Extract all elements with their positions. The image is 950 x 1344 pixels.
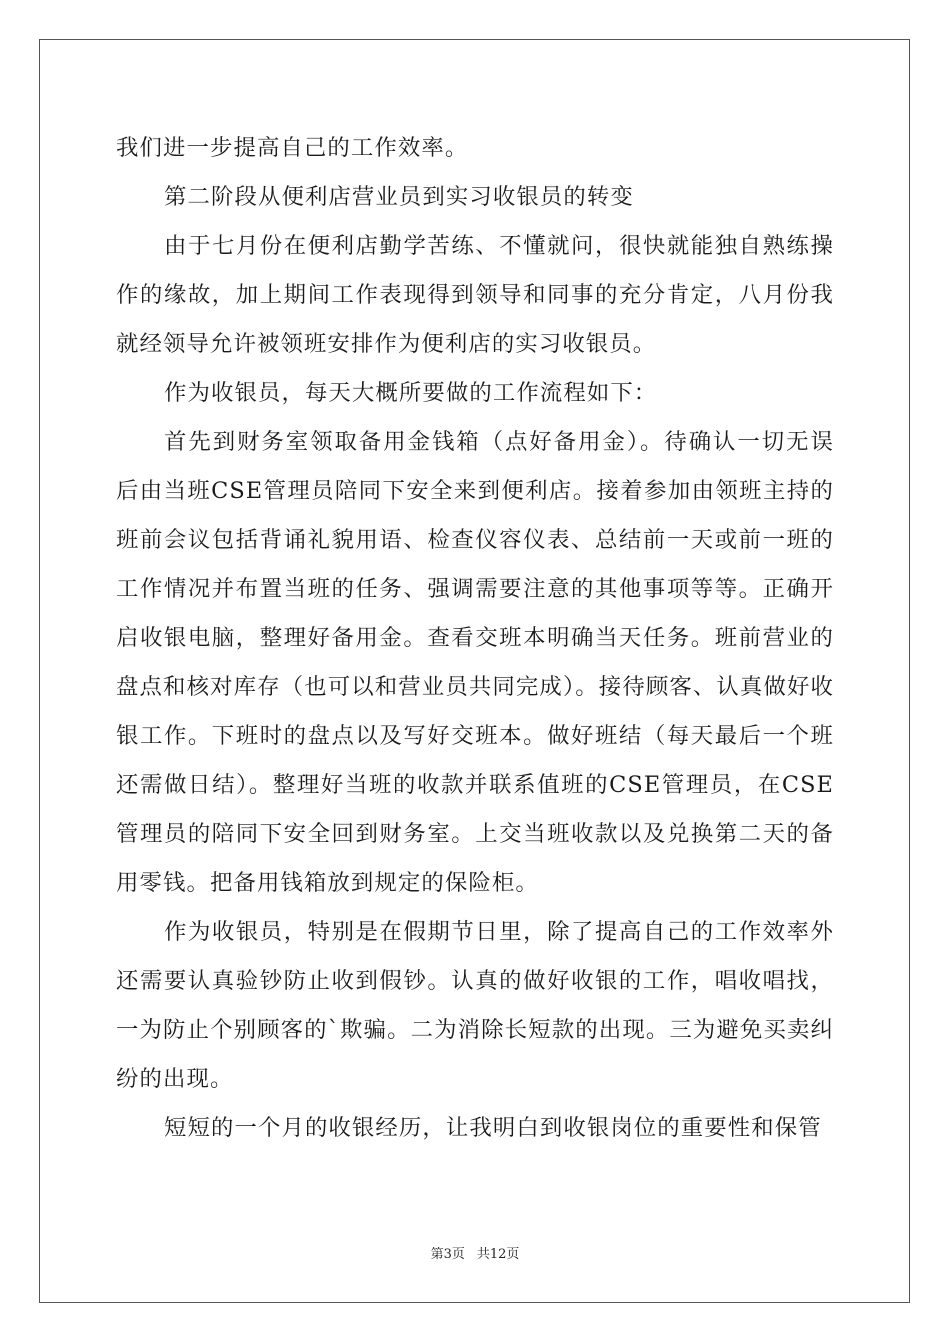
page-total: 共12页 xyxy=(476,1247,520,1262)
paragraph: 首先到财务室领取备用金钱箱（点好备用金）。待确认一切无误后由当班CSE管理员陪同下安全来到便利店。接着参加由领班主持的班前会议包括背诵礼貌用语、检查仪容仪表、总结前一天或前一班的工作情况并布置当班的任务、强调需要注意的其他事项等等。正确开启收银电脑，整理好备用金。查看交班本明确当天任务。班前营业的盘点和核对库存（也可以和营业员共同完成）。接待顾客、认真做好收银工作。下班时的盘点以及写好交班本。做好班结（每天最后一个班还需做日结）。整理好当班的收款并联系值班的CSE管理员，在CSE管理员的陪同下安全回到财务室。上交当班收款以及兑换第二天的备用零钱。把备用钱箱放到规定的保险柜。 xyxy=(116,429,834,896)
page-footer xyxy=(0,1246,950,1264)
paragraph: 短短的一个月的收银经历，让我明白到收银岗位的重要性和保管 xyxy=(164,1115,822,1141)
paragraph: 我们进一步提高自己的工作效率。 xyxy=(116,135,469,161)
paragraph: 作为收银员，每天大概所要做的工作流程如下： xyxy=(164,380,658,406)
page-number: 第3页 xyxy=(430,1247,465,1262)
paragraph: 由于七月份在便利店勤学苦练、不懂就问，很快就能独自熟练操作的缘故，加上期间工作表现得到领导和同事的充分肯定，八月份我就经领导允许被领班安排作为便利店的实习收银员。 xyxy=(116,233,834,357)
paragraph: 作为收银员，特别是在假期节日里，除了提高自己的工作效率外还需要认真验钞防止收到假钞。认真的做好收银的工作，唱收唱找，一为防止个别顾客的`欺骗。二为消除长短款的出现。三为避免买卖纠纷的出现。 xyxy=(116,919,834,1092)
paragraph: 第二阶段从便利店营业员到实习收银员的转变 xyxy=(164,184,634,210)
document-body xyxy=(116,124,834,1153)
